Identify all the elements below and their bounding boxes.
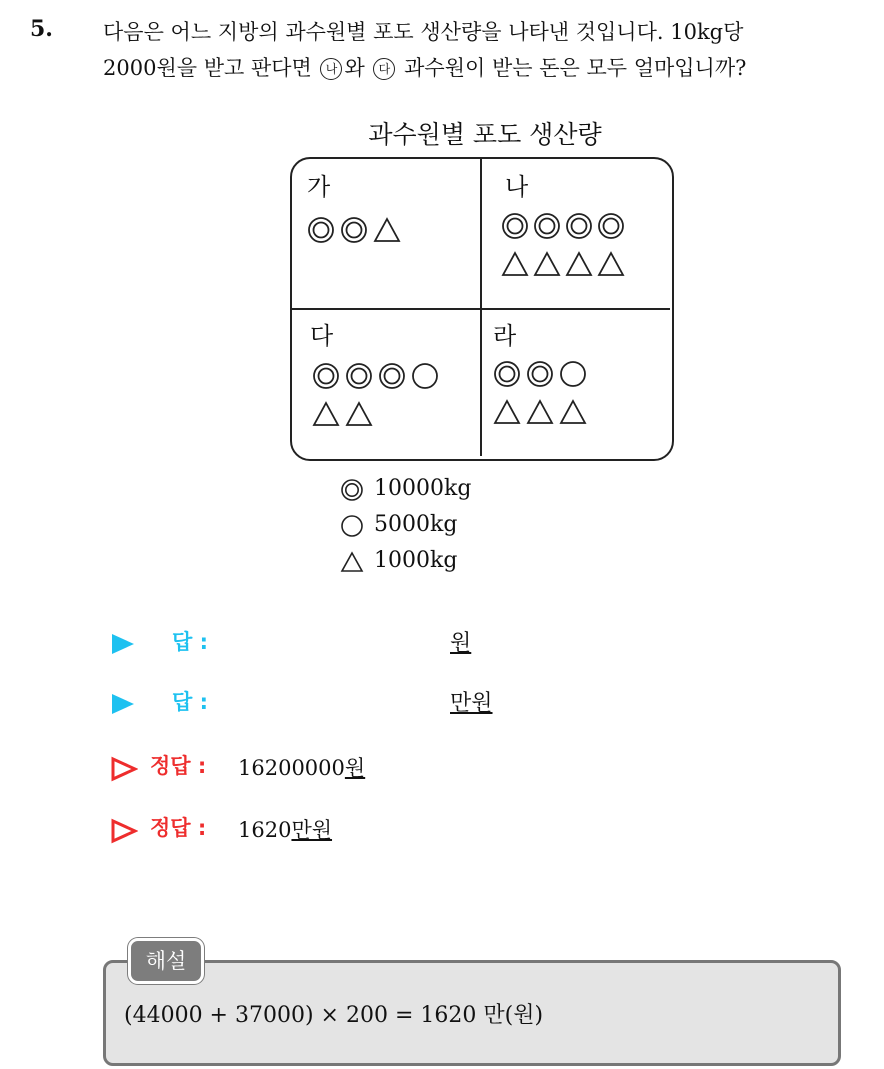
circle-icon — [559, 360, 587, 388]
double-circle-icon — [597, 212, 625, 240]
triangle-icon — [340, 550, 364, 574]
triangle-icon — [373, 216, 401, 244]
outline-arrow-icon — [110, 756, 138, 782]
question-line-2-part-c: 과수원이 받는 돈은 모두 얼마입니까? — [397, 56, 747, 80]
double-circle-icon — [533, 212, 561, 240]
double-circle-icon — [526, 360, 554, 388]
triangle-icon — [345, 400, 373, 428]
question-number: 5. — [30, 16, 53, 42]
triangle-icon — [501, 250, 529, 278]
legend-value-circle: 5000kg — [374, 512, 458, 537]
pictograph-title: 과수원별 포도 생산량 — [368, 120, 602, 149]
circled-letter-1: 나 — [320, 58, 342, 80]
triangle-icon — [526, 398, 554, 426]
explanation-tag: 해설 — [128, 938, 204, 984]
circle-icon — [411, 362, 439, 390]
circled-letter-2: 다 — [373, 58, 395, 80]
panel-horizontal-divider — [291, 308, 670, 310]
orchard-name-da: 다 — [310, 322, 334, 350]
answer-label: 답 : — [172, 690, 208, 714]
legend-value-triangle: 1000kg — [374, 548, 458, 573]
panel-vertical-divider — [480, 158, 482, 456]
question-text — [103, 14, 873, 86]
correct-unit: 만원 — [291, 818, 333, 842]
correct-label: 정답 : — [150, 754, 207, 778]
play-arrow-icon — [110, 632, 136, 656]
explanation-formula: (44000 + 37000) × 200 = 1620 만(원) — [124, 1003, 544, 1028]
correct-number: 1620 — [238, 818, 292, 842]
double-circle-icon — [378, 362, 406, 390]
triangle-icon — [533, 250, 561, 278]
correct-number: 16200000 — [238, 756, 345, 780]
orchard-name-ga: 가 — [307, 173, 331, 201]
question-line-2 — [103, 50, 873, 86]
triangle-icon — [312, 400, 340, 428]
double-circle-icon — [307, 216, 335, 244]
correct-unit: 원 — [344, 756, 366, 780]
double-circle-icon — [501, 212, 529, 240]
double-circle-icon — [345, 362, 373, 390]
double-circle-icon — [340, 216, 368, 244]
correct-value — [238, 814, 332, 844]
double-circle-icon — [565, 212, 593, 240]
answer-unit: 만원 — [450, 691, 493, 716]
triangle-icon — [559, 398, 587, 426]
double-circle-icon — [312, 362, 340, 390]
double-circle-icon — [493, 360, 521, 388]
question-line-2-part-b: 와 — [344, 56, 372, 80]
orchard-name-na: 나 — [505, 173, 529, 201]
answer-unit: 원 — [450, 631, 472, 656]
correct-value — [238, 752, 365, 782]
triangle-icon — [565, 250, 593, 278]
answer-label: 답 : — [172, 630, 208, 654]
correct-label: 정답 : — [150, 816, 207, 840]
double-circle-icon — [340, 478, 364, 502]
question-line-1: 다음은 어느 지방의 과수원별 포도 생산량을 나타낸 것입니다. 10kg당 — [103, 20, 744, 44]
play-arrow-icon — [110, 692, 136, 716]
orchard-name-ra: 라 — [493, 322, 517, 350]
triangle-icon — [493, 398, 521, 426]
question-line-2-part-a: 2000원을 받고 판다면 — [103, 56, 319, 80]
triangle-icon — [597, 250, 625, 278]
legend-value-double-circle: 10000kg — [374, 476, 472, 501]
circle-icon — [340, 514, 364, 538]
outline-arrow-icon — [110, 818, 138, 844]
